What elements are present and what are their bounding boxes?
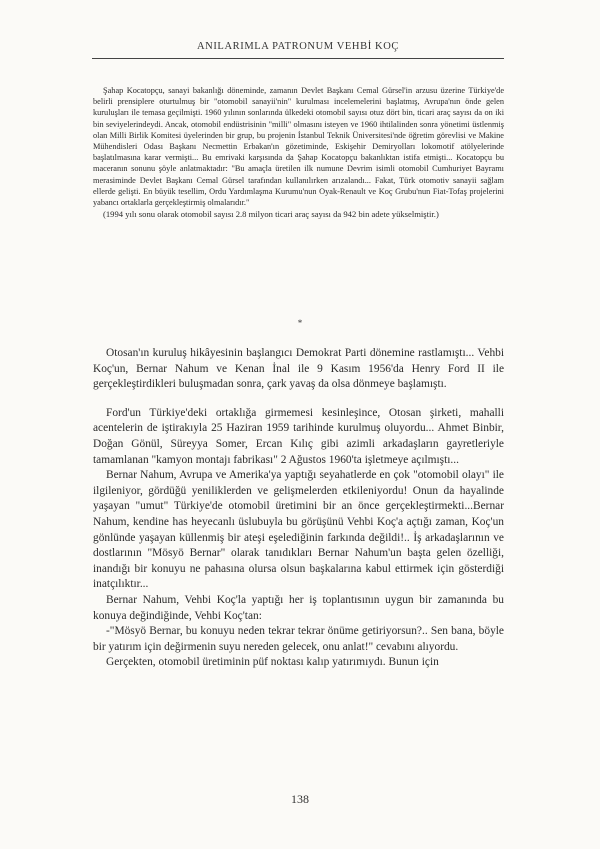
header-rule <box>92 58 504 59</box>
quote-paragraph: Şahap Kocatopçu, sanayi bakanlığı döneminde, zamanın Devlet Başkanı Cemal Gürsel'in arzusu üzerine Türkiye'de belirli prensiplere oturtulmuş bir "otomobil sanayii'nin" kurulması incelemelerini başlatmış, Avrupa'nın önde gelen kuruluşları ile temasa geçilmişti. 1960 yılının sonlarında ülkedeki otomobil sayısı otuz dört bin, ticari araç sayısı da on iki bin seviyelerindeydi. Ancak, otomobil endüstrisinin "milli" olmasını isteyen ve 1960 ihtilalinden sonra yönetimi üstlenmiş olan Milli Birlik Komitesi üyelerinden bir grup, bu projenin İstanbul Teknik Üniversitesi'nde öğretim görevlisi ve Makine Mühendisleri Odası Başkanı Necmettin Erbakan'ın gözetiminde, Eskişehir Demiryolları lokomotif atölyelerinde başlatılmasına karar vermişti... Bu emrivaki karşısında da Şahap Kocatopçu bakanlıktan istifa etmişti... Kocatopçu bu maceranın sonunu şöyle anlatmaktadır: "Bu amaçla üretilen ilk numune Devrim isimli otomobil Cumhuriyet Bayramı merasiminde Devlet Başkanı Cemal Gürsel tarafından kullanılırken arızalandı... Fakat, Türk otomotiv sanayii sağlam ellerde gelişti. En büyük tesellim, Ordu Yardımlaşma Kurumu'nun Oyak-Renault ve Koç Grubu'nun Fiat-Tofaş projelerini yabancı ortaklarla gerçekleştirmiş olmalarıdır." <box>93 86 504 208</box>
paragraph-6: Gerçekten, otomobil üretiminin püf noktası kalıp yatırımıydı. Bunun için <box>106 656 439 669</box>
paragraph-2: Ford'un Türkiye'deki ortaklığa girmemesi kesinleşince, Otosan şirketi, mahalli acentelerin de iştirakıyla 25 Haziran 1959 tarihinde kurulmuş oluyordu... Ahmet Binbir, Doğan Gönül, Süreyya Somer, Ercan Kılıç gibi azimli arkadaşların gayretleriyle tamamlanan "kamyon montajı fabrikası" 2 Ağustos 1960'ta işletmeye açılmıştı... <box>93 406 504 466</box>
page-number: 138 <box>291 792 309 806</box>
section-separator: * <box>297 318 303 328</box>
main-text <box>93 346 504 671</box>
paragraph-1: Otosan'ın kuruluş hikâyesinin başlangıcı Demokrat Parti dönemine rastlamıştı... Vehbi Koç'un, Bernar Nahum ve Kenan İnal ile 9 Kasım 1956'da Henry Ford II ile gerçekleştirdikleri buluşmadan sonra, çark yavaş da olsa dönmeye başlamıştı. <box>93 347 504 391</box>
paragraph-3: Bernar Nahum, Avrupa ve Amerika'ya yaptığı seyahatlerde en çok "otomobil olayı" ile ilgileniyor, gördüğü yeniliklerden ve gelişmelerden etkileniyordu! Onun da hayalinde yaşayan "umut" Türkiye'de otomobil üretimini bir an önce gerçekleştirmekti...Bernar Nahum, kendine has heyecanlı üslubuyla bu görüşünü Vehbi Koç'a açtığı zaman, Koç'un gönlünde yaşayan küllenmiş bir ateşi eşelediğinin farkında değildi!.. İş arkadaşlarının ve dostlarının "Mösyö Bernar" olarak tanıdıkları Bernar Nahum'un başta gelen özelliği, inandığı bir konuyu ne pahasına olursa olsun başkalarına kabul ettirmek için gösterdiği inatçılıktır... <box>93 469 504 591</box>
paragraph-5: -"Mösyö Bernar, bu konuyu neden tekrar tekrar önüme getiriyorsun?.. Sen bana, böyle bir yatırım için değirmenin suyu nereden gelecek, onu anlat!" cevabını alıyordu. <box>93 625 504 653</box>
quote-block <box>93 85 504 221</box>
quote-note: (1994 yılı sonu olarak otomobil sayısı 2.8 milyon ticari araç sayısı da 942 bin adete yükselmiştir.) <box>103 209 439 220</box>
paragraph-4: Bernar Nahum, Vehbi Koç'la yaptığı her iş toplantısının uygun bir zamanında bu konuya değindiğinde, Vehbi Koç'tan: <box>93 593 504 622</box>
running-header: ANILARIMLA PATRONUM VEHBİ KOÇ <box>196 41 400 52</box>
